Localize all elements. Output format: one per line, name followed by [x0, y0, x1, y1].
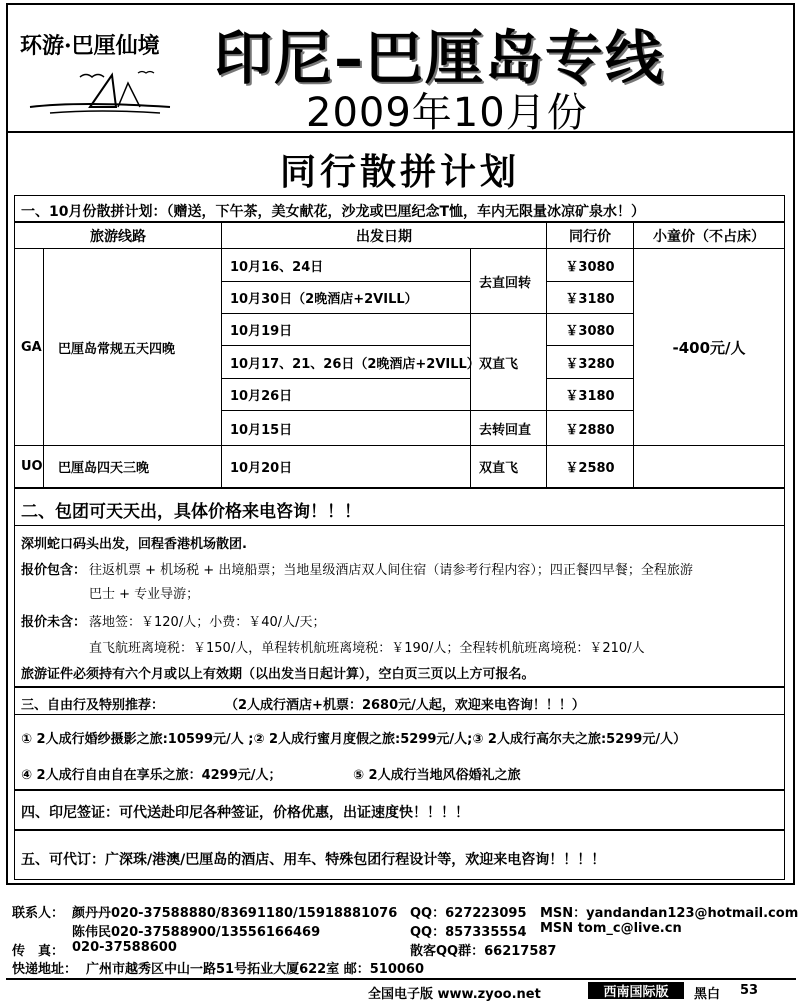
booking-service: 五、可代订：广深珠/港澳/巴厘岛的酒店、用车、特殊包团行程设计等，欢迎来电咨询！！！！: [21, 852, 606, 868]
date-row-7: 10月20日: [221, 445, 471, 488]
price-row-5: ￥3180: [546, 378, 634, 411]
section3-box: [14, 687, 785, 790]
page-header: [6, 3, 795, 136]
include-text-1: 往返机票 + 机场税 + 出境船票；当地星级酒店双人间住宿（请参考行程内容）；四正餐四早餐；全程旅游: [89, 563, 693, 578]
price-row-1: ￥3080: [546, 248, 634, 282]
date-row-6: 10月15日: [221, 410, 471, 446]
date-row-3: 10月19日: [221, 313, 471, 346]
main-title: 印尼–巴厘岛专线: [214, 24, 666, 92]
col-header-date: 出发日期: [221, 222, 547, 249]
transfer-group-4: 双直飞: [470, 445, 547, 488]
include-label: 报价包含：: [21, 563, 87, 578]
transfer-group-3: 去转回直: [470, 410, 547, 446]
msn-1: MSN：yandandan123@hotmail.com: [540, 906, 799, 921]
date-row-2: 10月30日（2晚酒店+2VILL）: [221, 281, 471, 314]
address: 广州市越秀区中山一路51号拓业大厦622室 邮：510060: [86, 962, 425, 977]
contact-person-1: 颜丹丹020-37588880/83691180/15918881076: [72, 906, 398, 921]
section2-box: [14, 488, 785, 687]
msn-2: MSN tom_c@live.cn: [540, 921, 682, 936]
price-row-3: ￥3080: [546, 313, 634, 346]
price-row-6: ￥2880: [546, 410, 634, 446]
route-bali-5d4n: 巴厘岛常规五天四晚: [43, 248, 222, 446]
exclude-text-2: 直飞航班离境税：￥150/人，单程转机航班离境税：￥190/人；全程转机航班离境税：￥210/人: [89, 641, 645, 656]
section4-box: [14, 790, 785, 830]
include-text-2: 巴士 + 专业导游；: [89, 587, 200, 602]
plan-title: 同行散拼计划: [279, 152, 520, 193]
date-row-5: 10月26日: [221, 378, 471, 411]
qq-1: QQ：627223095: [410, 906, 527, 921]
exclude-label: 报价未含：: [21, 615, 87, 630]
page-number: 53: [740, 983, 759, 998]
footer-edition: 全国电子版 www.zyoo.net: [368, 987, 541, 1002]
contact-label: 联系人：: [12, 906, 65, 921]
price-row-2: ￥3180: [546, 281, 634, 314]
divider: [15, 525, 784, 526]
price-row-7: ￥2580: [546, 445, 634, 488]
qq-2: QQ：857335554: [410, 925, 527, 940]
transfer-group-2: 双直飞: [470, 313, 547, 411]
address-label: 快递地址：: [12, 962, 78, 977]
price-row-4: ￥3280: [546, 345, 634, 379]
footer-badge: 西南国际版: [588, 982, 684, 999]
date-row-1: 10月16、24日: [221, 248, 471, 282]
logo-text: 环游·巴厘仙境: [20, 33, 160, 59]
col-header-child: 小童价（不占床）: [633, 222, 785, 249]
logo-boat-illustration: [20, 63, 185, 125]
departure-note: 深圳蛇口码头出发，回程香港机场散团.: [21, 537, 247, 552]
footer-divider: [6, 978, 796, 980]
section3-title-note: （2人成行酒店+机票：2680元/人起，欢迎来电咨询！！！）: [225, 698, 585, 713]
passport-note: 旅游证件必须持有六个月或以上有效期（以出发当日起计算），空白页三页以上方可报名。: [21, 667, 535, 682]
child-price-blank: [633, 445, 785, 488]
qq-group: 散客QQ群：66217587: [410, 944, 557, 959]
contact-person-2: 陈伟民020-37588900/13556166469: [72, 925, 321, 940]
section2-title: 二、包团可天天出，具体价格来电咨询！！！: [21, 502, 361, 522]
recommend-line-1: ① 2人成行婚纱摄影之旅:10599元/人 ;② 2人成行蜜月度假之旅:5299元/人;③ 2人成行高尔夫之旅:5299元/人）: [21, 732, 687, 747]
sub-title: 2009年10月份: [306, 90, 588, 136]
section3-title: 三、自由行及特别推荐：: [21, 698, 165, 713]
footer-color: 黑白: [694, 987, 721, 1002]
fax-number: 020-37588600: [72, 940, 177, 955]
airline-uo: UO: [14, 445, 44, 488]
col-header-route: 旅游线路: [14, 222, 222, 249]
section5-box: [14, 830, 785, 880]
child-price: -400元/人: [633, 248, 785, 446]
recommend-line-2a: ④ 2人成行自由自在享乐之旅：4299元/人；: [21, 768, 282, 783]
col-header-price: 同行价: [546, 222, 634, 249]
recommend-line-2b: ⑤ 2人成行当地风俗婚礼之旅: [353, 768, 521, 783]
date-row-4: 10月17、21、26日（2晚酒店+2VILL）: [221, 345, 471, 379]
exclude-text-1: 落地签：￥120/人；小费：￥40/人/天；: [89, 615, 326, 630]
divider: [15, 714, 784, 715]
airline-ga: GA: [14, 248, 44, 446]
route-bali-4d3n: 巴厘岛四天三晚: [43, 445, 222, 488]
fax-label: 传 真：: [12, 944, 65, 959]
section1-heading: 一、10月份散拼计划：（赠送，下午茶，美女献花，沙龙或巴厘纪念T恤，车内无限量冰凉矿泉水！）: [14, 195, 785, 222]
transfer-group-1: 去直回转: [470, 248, 547, 314]
visa-service: 四、印尼签证：可代送赴印尼各种签证，价格优惠，出证速度快！！！！: [21, 805, 469, 821]
